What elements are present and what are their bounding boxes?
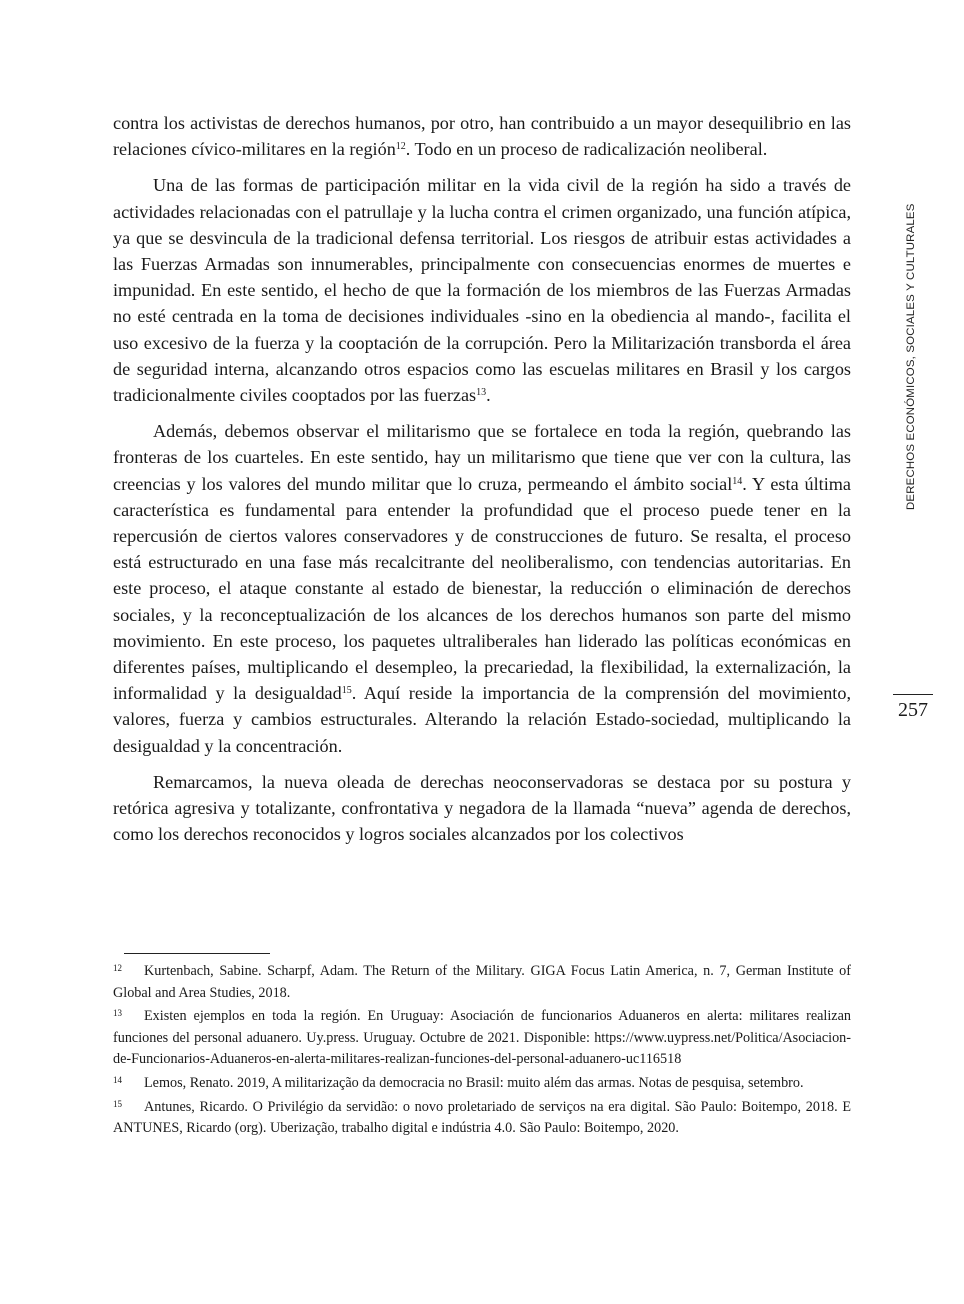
footnote-14: 14 Lemos, Renato. 2019, A militarização da democracia no Brasil: muito além das armas. Notas de pesquisa, setembro. (113, 1074, 804, 1091)
footnote-text: Existen ejemplos en toda la región. En Uruguay: Asociación de funcionarios Aduaneros en alerta: militares realizan funciones del personal aduanero. Uy.press. Uruguay. Octubre de 2021. Disponible: https://www.uypress.net/Politica/Asociacion-de-Funcionarios-Aduaneros-en-alerta-militares-realizan-funciones-del-personal-aduanero-uc116518 (113, 1008, 851, 1068)
paragraph-3 (113, 418, 851, 759)
paragraph-text: Una de las formas de participación militar en la vida civil de la región ha sido a través de actividades relacionadas con el patrullaje y la lucha contra el crimen organizado, una función atípica, ya que se desvincula de la tradicional defensa territorial. Los riesgos de atribuir estas actividades a las Fuerzas Armadas son innumerables, principalmente con consecuencias enormes de muertes e impunidad. En este sentido, el hecho de que la formación de los miembros de las Fuerzas Armadas no esté centrada en la toma de decisiones individuales -sino en la obediencia al mando-, facilita el uso excesivo de la fuerza y la cooptación de la corrupción. Pero la Militarización transborda el área de seguridad interna, alcanzando otros espacios como las escuelas militares en Brasil y los cargos tradicionalmente civiles cooptados por las fuerzas (113, 175, 851, 406)
page-number: 257 (893, 694, 933, 722)
paragraph-2 (113, 172, 851, 408)
footnote-ref-15[interactable]: 15 (341, 685, 352, 697)
running-section-title: DERECHOS ECONÓMICOS, SOCIALES Y CULTURALES (905, 203, 917, 510)
main-text (113, 110, 851, 857)
paragraph-text: . Aquí reside la importancia de la comprensión del movimiento, valores, fuerza y cambios estructurales. Alterando la relación Estado-sociedad, multiplicando la desigualdad y la concentración. (113, 683, 851, 756)
footnote-ref-12[interactable]: 12 (395, 141, 406, 153)
paragraph-text: . Todo en un proceso de radicalización neoliberal. (405, 139, 768, 160)
footnote-divider (124, 953, 270, 954)
paragraph-text: . (486, 385, 491, 406)
footnote-13: 13 Existen ejemplos en toda la región. En Uruguay: Asociación de funcionarios Aduaneros en alerta: militares realizan funciones del personal aduanero. Uy.press. Uruguay. Octubre de 2021. Disponible: https://www.uypress.net/Politica/Asociacion-de-Funcionarios-Aduaneros-en-alerta-militares-realizan-funciones-del-personal-aduanero-uc116518 (113, 1008, 851, 1068)
footnote-text: Lemos, Renato. 2019, A militarização da democracia no Brasil: muito além das armas. Notas de pesquisa, setembro. (144, 1074, 804, 1091)
footnote-ref-14[interactable]: 14 (732, 475, 743, 487)
paragraph-text: Además, debemos observar el militarismo que se fortalece en toda la región, quebrando las fronteras de los cuarteles. En este sentido, hay un militarismo que tiene que ver con la cultura, las creencias y los valores del mundo militar que lo cruza, permeando el ámbito social (113, 421, 851, 494)
footnote-text: Kurtenbach, Sabine. Scharpf, Adam. The Return of the Military. GIGA Focus Latin America, n. 7, German Institute of Global and Area Studies, 2018. (113, 963, 851, 1001)
paragraph-text: contra los activistas de derechos humanos, por otro, han contribuido a un mayor desequilibrio en las relaciones cívico-militares en la región (113, 113, 851, 160)
footnote-15: 15 Antunes, Ricardo. O Privilégio da servidão: o novo proletariado de serviços na era digital. São Paulo: Boitempo, 2018. E ANTUNES, Ricardo (org). Uberização, trabalho digital e indústria 4.0. São Paulo: Boitempo, 2020. (113, 1098, 851, 1137)
paragraph-text: . Y esta última característica es fundamental para entender la profundidad que el proceso puede tener en la repercusión de ciertos valores conservadores y de construcciones de futuro. Se resalta, el proceso está estructurado en una fase más recalcitrante del neoliberalismo, con tendencias autoritarias. En este proceso, el ataque constante al estado de bienestar, la reducción o eliminación de derechos sociales, y la reconceptualización de los alcances de los derechos humanos son parte del mismo movimiento. En este proceso, los paquetes ultraliberales han liderado las políticas económicas en diferentes países, multiplicando el desempleo, la precariedad, la flexibilidad, la externalización, la informalidad y la desigualdad (113, 473, 851, 704)
footnote-text: Antunes, Ricardo. O Privilégio da servidão: o novo proletariado de serviços na era digital. São Paulo: Boitempo, 2018. E ANTUNES, Ricardo (org). Uberização, trabalho digital e indústria 4.0. São Paulo: Boitempo, 2020. (113, 1098, 851, 1137)
footnote-ref-13[interactable]: 13 (476, 387, 487, 399)
paragraph-1 (113, 110, 851, 162)
paragraph-4 (113, 769, 851, 848)
paragraph-text: Remarcamos, la nueva oleada de derechas neoconservadoras se destaca por su postura y retórica agresiva y totalizante, confrontativa y negadora de la llamada “nueva” agenda de derechos, como los derechos reconocidos y logros sociales alcanzados por los colectivos (113, 771, 851, 845)
footnotes (113, 961, 851, 1142)
footnote-12: 12 Kurtenbach, Sabine. Scharpf, Adam. The Return of the Military. GIGA Focus Latin America, n. 7, German Institute of Global and Area Studies, 2018. (113, 963, 851, 1001)
